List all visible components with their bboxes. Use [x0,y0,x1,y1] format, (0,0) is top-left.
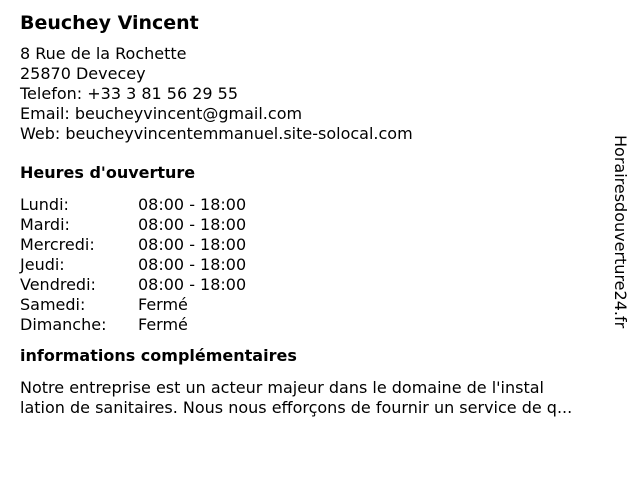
day-label: Mercredi: [20,235,95,254]
site-watermark: Horairesdouverture24.fr [611,135,630,329]
opening-hours-title: Heures d'ouverture [20,163,196,182]
hours-value: 08:00 - 18:00 [138,275,247,294]
address-street: 8 Rue de la Rochette [20,44,187,63]
day-label: Samedi: [20,295,86,314]
business-card [20,10,620,418]
hours-row-lundi [20,195,620,215]
description-line: lation de sanitaires. Nous nous efforçons de fournir un service de q... [20,398,573,417]
day-label: Dimanche: [20,315,107,334]
hours-row-dimanche [20,315,620,335]
additional-info-title: informations complémentaires [20,346,297,365]
website-address: Web: beucheyvincentemmanuel.site-solocal.com [20,124,413,143]
hours-row-mercredi [20,235,620,255]
email-address: Email: beucheyvincent@gmail.com [20,104,303,123]
hours-value: 08:00 - 18:00 [138,215,247,234]
hours-value: 08:00 - 18:00 [138,195,247,214]
hours-value: Fermé [138,295,188,314]
day-label: Vendredi: [20,275,96,294]
phone-number: Telefon: +33 3 81 56 29 55 [20,84,239,103]
business-description [20,378,620,418]
business-name: Beuchey Vincent [20,12,199,34]
hours-value: Fermé [138,315,188,334]
hours-row-jeudi [20,255,620,275]
day-label: Lundi: [20,195,69,214]
hours-row-mardi [20,215,620,235]
opening-hours-list [20,195,620,335]
address-city: 25870 Devecey [20,64,146,83]
day-label: Mardi: [20,215,70,234]
hours-value: 08:00 - 18:00 [138,235,247,254]
day-label: Jeudi: [20,255,65,274]
hours-row-vendredi [20,275,620,295]
hours-value: 08:00 - 18:00 [138,255,247,274]
contact-details [20,44,620,144]
hours-row-samedi [20,295,620,315]
description-line: Notre entreprise est un acteur majeur dans le domaine de l'instal [20,378,544,397]
